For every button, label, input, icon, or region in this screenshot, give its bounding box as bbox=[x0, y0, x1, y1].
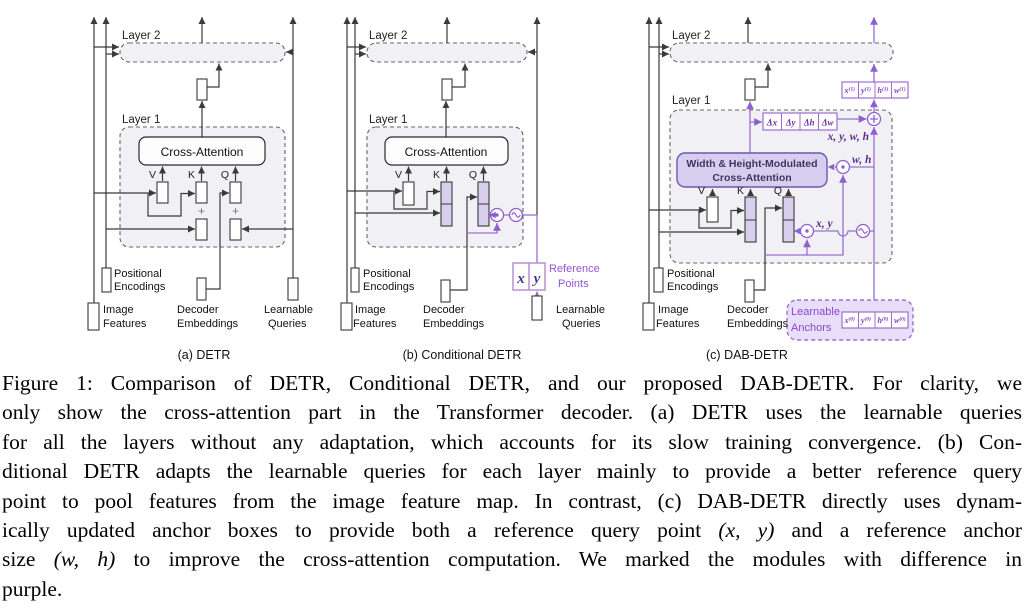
q-positional-box-a bbox=[230, 219, 241, 240]
w1-value: $w^{(1)}$ bbox=[894, 86, 906, 95]
h0-value: $h^{(0)}$ bbox=[877, 316, 889, 325]
positional-label-a: Positional bbox=[114, 268, 162, 280]
layer1-label-a: Layer 1 bbox=[122, 114, 161, 126]
q-label-c: Q bbox=[773, 185, 782, 197]
ffn-box-a bbox=[197, 79, 207, 100]
image-label-c: Image bbox=[658, 304, 689, 316]
encodings-label-c: Encodings bbox=[667, 281, 719, 293]
dot-product-xy-dot-icon bbox=[805, 229, 808, 232]
ffn-box-c bbox=[745, 79, 755, 100]
k-label-b: K bbox=[432, 169, 440, 181]
v-box-a bbox=[157, 182, 168, 203]
x1-value: $x^{(1)}$ bbox=[844, 86, 855, 95]
k-label-c: K bbox=[736, 185, 744, 197]
v-label-c: V bbox=[697, 185, 705, 197]
caption-line: only show the cross-attention part in the Transformer decoder. (a) DETR uses the learnable queries bbox=[2, 400, 1022, 425]
k-content-box-a bbox=[196, 182, 207, 203]
embeddings-label-b: Embeddings bbox=[423, 318, 485, 330]
learnable-queries-box-a bbox=[288, 278, 298, 300]
learnable-label-a: Learnable bbox=[264, 304, 313, 316]
positional-encodings-box-a bbox=[102, 268, 111, 292]
embeddings-label-c: Embeddings bbox=[727, 318, 789, 330]
caption-line: for all the layers without any adaptation, which accounts for its slow training convergence. (b) Con- bbox=[2, 429, 1022, 454]
x-value: x bbox=[517, 271, 525, 287]
h1-value: $h^{(1)}$ bbox=[877, 86, 889, 95]
diagram-dab-detr bbox=[643, 17, 913, 362]
delta-y-value: Δy bbox=[785, 117, 796, 128]
layer2-label-a: Layer 2 bbox=[122, 30, 161, 42]
cross-attention-label-b: Cross-Attention bbox=[404, 145, 488, 159]
y1-value: $y^{(1)}$ bbox=[861, 86, 871, 95]
image-features-box-a bbox=[88, 303, 99, 330]
w0-value: $w^{(0)}$ bbox=[894, 316, 906, 325]
delta-h-value: Δh bbox=[803, 117, 815, 128]
image-features-box-b bbox=[341, 303, 352, 330]
image-label-b: Image bbox=[355, 304, 386, 316]
caption-segment: to improve the cross-attention computation. We marked the modules with difference in bbox=[115, 547, 1022, 572]
subcaption-b: (b) Conditional DETR bbox=[402, 348, 522, 362]
caption-segment: size bbox=[2, 547, 54, 572]
caption-segment: and a reference anchor bbox=[774, 518, 1022, 543]
layer2-box-a bbox=[120, 43, 285, 62]
positional-encodings-box-c bbox=[654, 268, 663, 292]
delta-w-value: Δw bbox=[821, 117, 834, 128]
k-label-a: K bbox=[187, 169, 195, 181]
v-label-a: V bbox=[148, 169, 156, 181]
layer2-box-b bbox=[367, 43, 527, 62]
q-label-b: Q bbox=[468, 169, 477, 181]
dot-product-wh-dot-icon bbox=[841, 165, 844, 168]
layer1-label-c: Layer 1 bbox=[672, 95, 711, 107]
figure-caption bbox=[2, 369, 1022, 604]
learnable-label-b: Learnable bbox=[556, 304, 605, 316]
xy-label-c: x, y bbox=[816, 218, 833, 230]
caption-line: ditional DETR adapts the learnable queries for each layer mainly to provide a better reference query bbox=[2, 459, 1022, 484]
v-label-b: V bbox=[394, 169, 402, 181]
k-positional-box-a bbox=[196, 219, 207, 240]
modulated-cross-attention-label-1: Width & Height-Modulated bbox=[686, 158, 818, 170]
caption-line: purple. bbox=[2, 576, 63, 601]
cross-attention-label-a: Cross-Attention bbox=[160, 145, 244, 159]
decoder-label-a: Decoder bbox=[177, 304, 219, 316]
image-label-a: Image bbox=[103, 304, 134, 316]
layer1-label-b: Layer 1 bbox=[369, 114, 408, 126]
learnable-label-c: Learnable bbox=[791, 306, 840, 318]
decoder-embeddings-box-a bbox=[197, 278, 206, 300]
decoder-embeddings-box-b bbox=[441, 280, 450, 302]
modulated-cross-attention-label-2: Cross-Attention bbox=[712, 172, 792, 184]
caption-line: Figure 1: Comparison of DETR, Conditional DETR, and our proposed DAB-DETR. For clarity, we bbox=[2, 371, 1022, 395]
caption-line bbox=[2, 516, 1022, 545]
decoder-embeddings-box-c bbox=[745, 280, 754, 302]
positional-label-c: Positional bbox=[667, 268, 715, 280]
features-label-b: Features bbox=[353, 318, 397, 330]
layer2-box-c bbox=[670, 43, 893, 62]
dot-product-dot-icon bbox=[495, 213, 498, 216]
y-value: y bbox=[533, 271, 541, 287]
decoder-label-b: Decoder bbox=[423, 304, 465, 316]
subcaption-c: (c) DAB-DETR bbox=[706, 348, 788, 362]
xywh-label-c: x, y, w, h bbox=[827, 131, 869, 143]
decoder-label-c: Decoder bbox=[727, 304, 769, 316]
plus-icon: + bbox=[197, 204, 206, 218]
caption-line bbox=[2, 545, 1022, 574]
delta-x-value: Δx bbox=[766, 117, 778, 128]
embeddings-label-a: Embeddings bbox=[177, 318, 239, 330]
encodings-label-b: Encodings bbox=[363, 281, 415, 293]
image-features-box-c bbox=[643, 303, 654, 330]
ffn-box-b bbox=[442, 79, 452, 100]
v-box-b bbox=[403, 182, 414, 205]
x0-value: $x^{(0)}$ bbox=[844, 316, 855, 325]
anchors-label-c: Anchors bbox=[791, 322, 832, 334]
wh-label-c: w, h bbox=[852, 154, 872, 166]
caption-line: point to pool features from the image feature map. In contrast, (c) DAB-DETR directly uses dynam- bbox=[2, 488, 1022, 513]
q-label-a: Q bbox=[220, 169, 229, 181]
points-label-b: Points bbox=[558, 278, 589, 290]
learnable-queries-box-b bbox=[532, 296, 542, 320]
diagram-detr bbox=[88, 17, 313, 362]
queries-label-b: Queries bbox=[562, 318, 601, 330]
v-box-c bbox=[707, 197, 718, 222]
layer2-label-b: Layer 2 bbox=[369, 30, 408, 42]
positional-label-b: Positional bbox=[363, 268, 411, 280]
caption-segment: ically updated anchor boxes to provide both a reference query point bbox=[2, 518, 719, 543]
plus-icon: + bbox=[231, 204, 240, 218]
q-content-box-a bbox=[230, 182, 241, 203]
positional-encodings-box-b bbox=[351, 268, 359, 292]
encodings-label-a: Encodings bbox=[114, 281, 166, 293]
features-label-c: Features bbox=[656, 318, 700, 330]
queries-label-a: Queries bbox=[268, 318, 307, 330]
caption-math-wh: (w, h) bbox=[53, 547, 116, 572]
layer2-label-c: Layer 2 bbox=[672, 30, 711, 42]
diagram-conditional-detr bbox=[341, 17, 605, 362]
reference-label-b: Reference bbox=[549, 263, 600, 275]
y0-value: $y^{(0)}$ bbox=[861, 316, 871, 325]
caption-math-xy: (x, y) bbox=[718, 518, 775, 543]
subcaption-a: (a) DETR bbox=[177, 348, 231, 362]
features-label-a: Features bbox=[103, 318, 147, 330]
